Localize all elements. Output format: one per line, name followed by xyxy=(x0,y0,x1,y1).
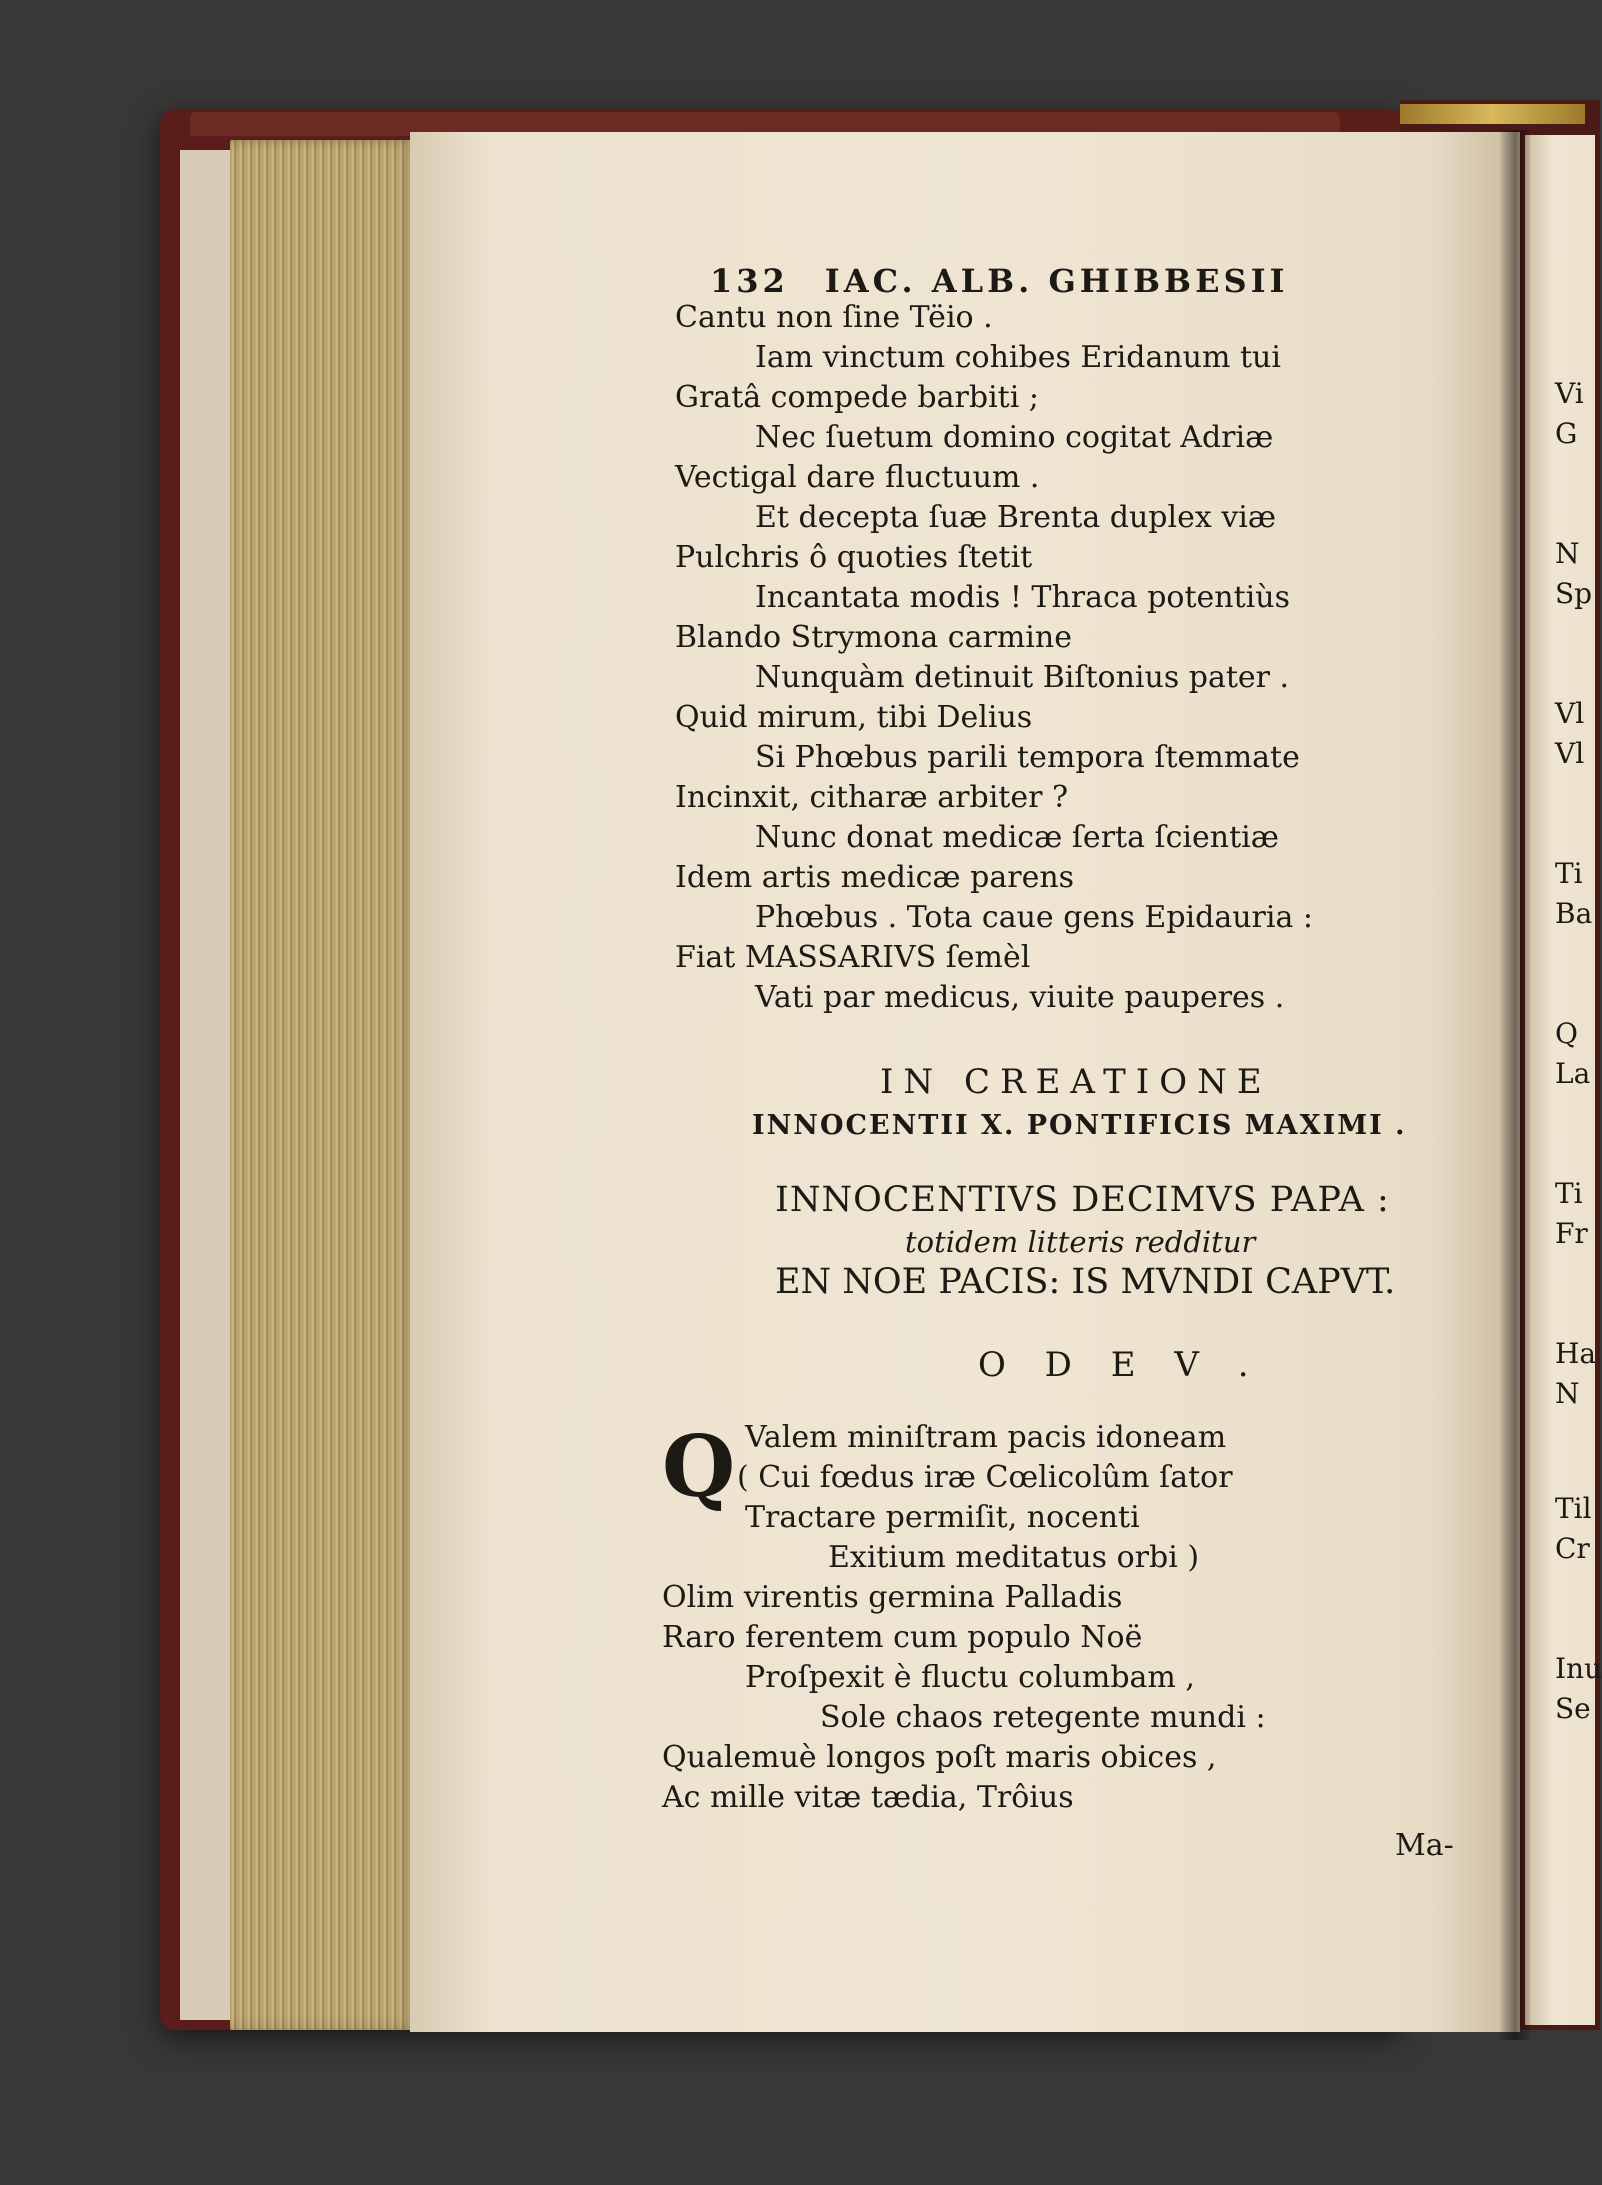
facing-page-fragment: Til xyxy=(1555,1492,1592,1525)
ode-line: Raro ferentem cum populo Noë xyxy=(662,1620,1143,1655)
facing-page-fragment: Fr xyxy=(1555,1217,1588,1250)
facing-page-fragment: Ba xyxy=(1555,897,1593,930)
facing-page-fragment: G xyxy=(1555,417,1578,450)
running-head-title: IAC. ALB. GHIBBESII xyxy=(824,262,1289,300)
anagram-note: totidem litteris redditur xyxy=(905,1225,1256,1259)
verse-line: Et decepta ſuæ Brenta duplex viæ xyxy=(755,500,1277,535)
gilt-spine-edge xyxy=(1400,104,1585,124)
verse-line: Phœbus . Tota caue gens Epidauria : xyxy=(755,900,1314,935)
facing-page-fragment: Cr xyxy=(1555,1532,1590,1565)
verse-line: Quid mirum, tibi Delius xyxy=(675,700,1033,735)
facing-page-fragment: Ti xyxy=(1555,857,1583,890)
verse-line: Gratâ compede barbiti ; xyxy=(675,380,1039,415)
section-title: IN CREATIONE xyxy=(880,1062,1272,1102)
facing-page-fragment: Q xyxy=(1555,1017,1578,1050)
verse-line: Nec ſuetum domino cogitat Adriæ xyxy=(755,420,1274,455)
running-head xyxy=(710,262,1289,300)
verse-line: Blando Strymona carmine xyxy=(675,620,1072,655)
facing-page-fragment: Vl xyxy=(1555,697,1585,730)
drop-cap: Q xyxy=(662,1417,736,1516)
verse-line: Cantu non ſine Tëio . xyxy=(675,300,993,335)
facing-page-fragment: Vl xyxy=(1555,737,1585,770)
verse-line: Nunquàm detinuit Biſtonius pater . xyxy=(755,660,1290,695)
verse-line: Iam vinctum cohibes Eridanum tui xyxy=(755,340,1281,375)
facing-page-fragment: N xyxy=(1555,537,1580,570)
verse-line: Vati par medicus, viuite pauperes . xyxy=(755,980,1285,1015)
facing-page-fragment: Se xyxy=(1555,1692,1591,1725)
verse-line: Si Phœbus parili tempora ſtemmate xyxy=(755,740,1300,775)
verse-line: Fiat MASSARIVS ſemèl xyxy=(675,940,1031,975)
anagram-name: INNOCENTIVS DECIMVS PAPA : xyxy=(775,1180,1390,1220)
ode-line: Ac mille vitæ tædia, Trôius xyxy=(662,1780,1074,1815)
facing-page-fragment: Inu xyxy=(1555,1652,1602,1685)
ode-line: Exitium meditatus orbi ) xyxy=(828,1540,1200,1575)
facing-page-fragment: Vi xyxy=(1555,377,1584,410)
verse-line: Incantata modis ! Thraca potentiùs xyxy=(755,580,1290,615)
ode-heading: O D E V . xyxy=(978,1345,1263,1385)
ode-line: Sole chaos retegente mundi : xyxy=(820,1700,1266,1735)
verse-line: Nunc donat medicæ ſerta ſcientiæ xyxy=(755,820,1279,855)
verse-line: Vectigal dare fluctuum . xyxy=(675,460,1040,495)
ode-line: Qualemuè longos poſt maris obices , xyxy=(662,1740,1217,1775)
folio-number: 132 xyxy=(710,262,789,300)
facing-page-fragment: La xyxy=(1555,1057,1591,1090)
verse-line: Idem artis medicæ parens xyxy=(675,860,1075,895)
page-block-edges xyxy=(230,140,420,2030)
verse-line: Incinxit, citharæ arbiter ? xyxy=(675,780,1069,815)
ode-line: Valem miniſtram pacis idoneam xyxy=(745,1420,1227,1455)
facing-page-fragment: Ti xyxy=(1555,1177,1583,1210)
ode-line: Tractare permiſit, nocenti xyxy=(745,1500,1140,1535)
verse-line: Pulchris ô quoties ſtetit xyxy=(675,540,1033,575)
facing-page-fragment: Ha xyxy=(1555,1337,1597,1370)
anagram-result: EN NOE PACIS: IS MVNDI CAPVT. xyxy=(775,1262,1396,1302)
section-subtitle: INNOCENTII X. PONTIFICIS MAXIMI . xyxy=(752,1110,1407,1141)
book-gutter xyxy=(1500,130,1530,2040)
facing-page-fragment: N xyxy=(1555,1377,1580,1410)
facing-page-fragment: Sp xyxy=(1555,577,1593,610)
ode-line: ( Cui fœdus iræ Cœlicolûm ſator xyxy=(737,1460,1233,1495)
catchword: Ma- xyxy=(1395,1828,1454,1863)
ode-line: Proſpexit è fluctu columbam , xyxy=(745,1660,1195,1695)
ode-line: Olim virentis germina Palladis xyxy=(662,1580,1123,1615)
